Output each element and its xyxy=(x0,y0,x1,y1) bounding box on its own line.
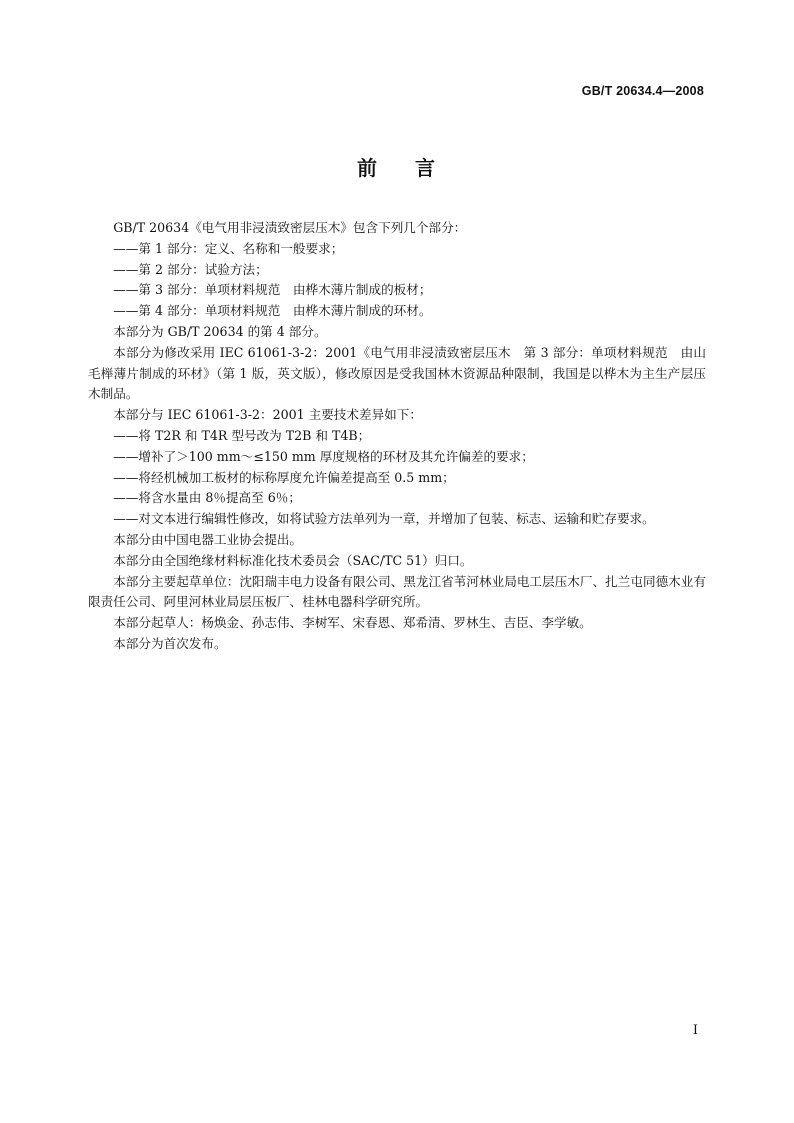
list-item-part-2: ——第 2 部分：试验方法； xyxy=(113,261,268,277)
list-item-part-3: ——第 3 部分：单项材料规范 由桦木薄片制成的板材； xyxy=(113,282,432,298)
paragraph-under-jurisdiction: 本部分由全国绝缘材料标准化技术委员会（SAC/TC 51）归口。 xyxy=(113,552,473,568)
paragraph-first-release: 本部分为首次发布。 xyxy=(113,635,227,651)
standard-code: GB/T 20634.4—2008 xyxy=(581,84,704,98)
list-item-difference-2: ——增补了＞100 mm～≤150 mm 厚度规格的环材及其允许偏差的要求； xyxy=(113,448,534,464)
title-char-2: 言 xyxy=(415,156,437,180)
list-item-part-1: ——第 1 部分：定义、名称和一般要求； xyxy=(113,240,344,256)
paragraph-drafting-units: 本部分主要起草单位：沈阳瑞丰电力设备有限公司、黑龙江省苇河林业局电工层压木厂、扎兰屯同德木业有限责任公司、阿里河林业局层压板厂、桂林电器科学研究所。 xyxy=(88,573,706,610)
page-title xyxy=(0,152,794,181)
paragraph-proposed-by: 本部分由中国电器工业协会提出。 xyxy=(113,531,303,547)
foreword-body xyxy=(88,218,706,655)
paragraph-adoption: 本部分为修改采用 IEC 61061-3-2：2001《电气用非浸渍致密层压木 第 3 部分：单项材料规范 由山毛榉薄片制成的环材》（第 1 版，英文版），修改原因是受我国林木资源品种限制，我国是以桦木为主生产层压木制品。 xyxy=(88,344,706,402)
list-item-difference-5: ——对文本进行编辑性修改，如将试验方法单列为一章，并增加了包装、标志、运输和贮存要求。 xyxy=(113,511,655,527)
list-item-difference-4: ——将含水量由 8％提高至 6％； xyxy=(113,490,301,506)
paragraph-this-part: 本部分为 GB/T 20634 的第 4 部分。 xyxy=(113,323,327,339)
title-char-1: 前 xyxy=(357,156,379,180)
paragraph-drafters: 本部分起草人：杨焕金、孙志伟、李树军、宋春恩、郑希清、罗林生、吉臣、李学敏。 xyxy=(113,615,592,631)
list-item-difference-1: ——将 T2R 和 T4R 型号改为 T2B 和 T4B； xyxy=(113,427,371,443)
page-number: I xyxy=(692,1023,698,1038)
list-item-difference-3: ——将经机械加工板材的标称厚度允许偏差提高至 0.5 mm； xyxy=(113,469,455,485)
paragraph-parts-intro: GB/T 20634《电气用非浸渍致密层压木》包含下列几个部分： xyxy=(113,220,467,235)
paragraph-differences-intro: 本部分与 IEC 61061-3-2：2001 主要技术差异如下： xyxy=(113,407,422,423)
list-item-part-4: ——第 4 部分：单项材料规范 由桦木薄片制成的环材。 xyxy=(113,303,432,319)
